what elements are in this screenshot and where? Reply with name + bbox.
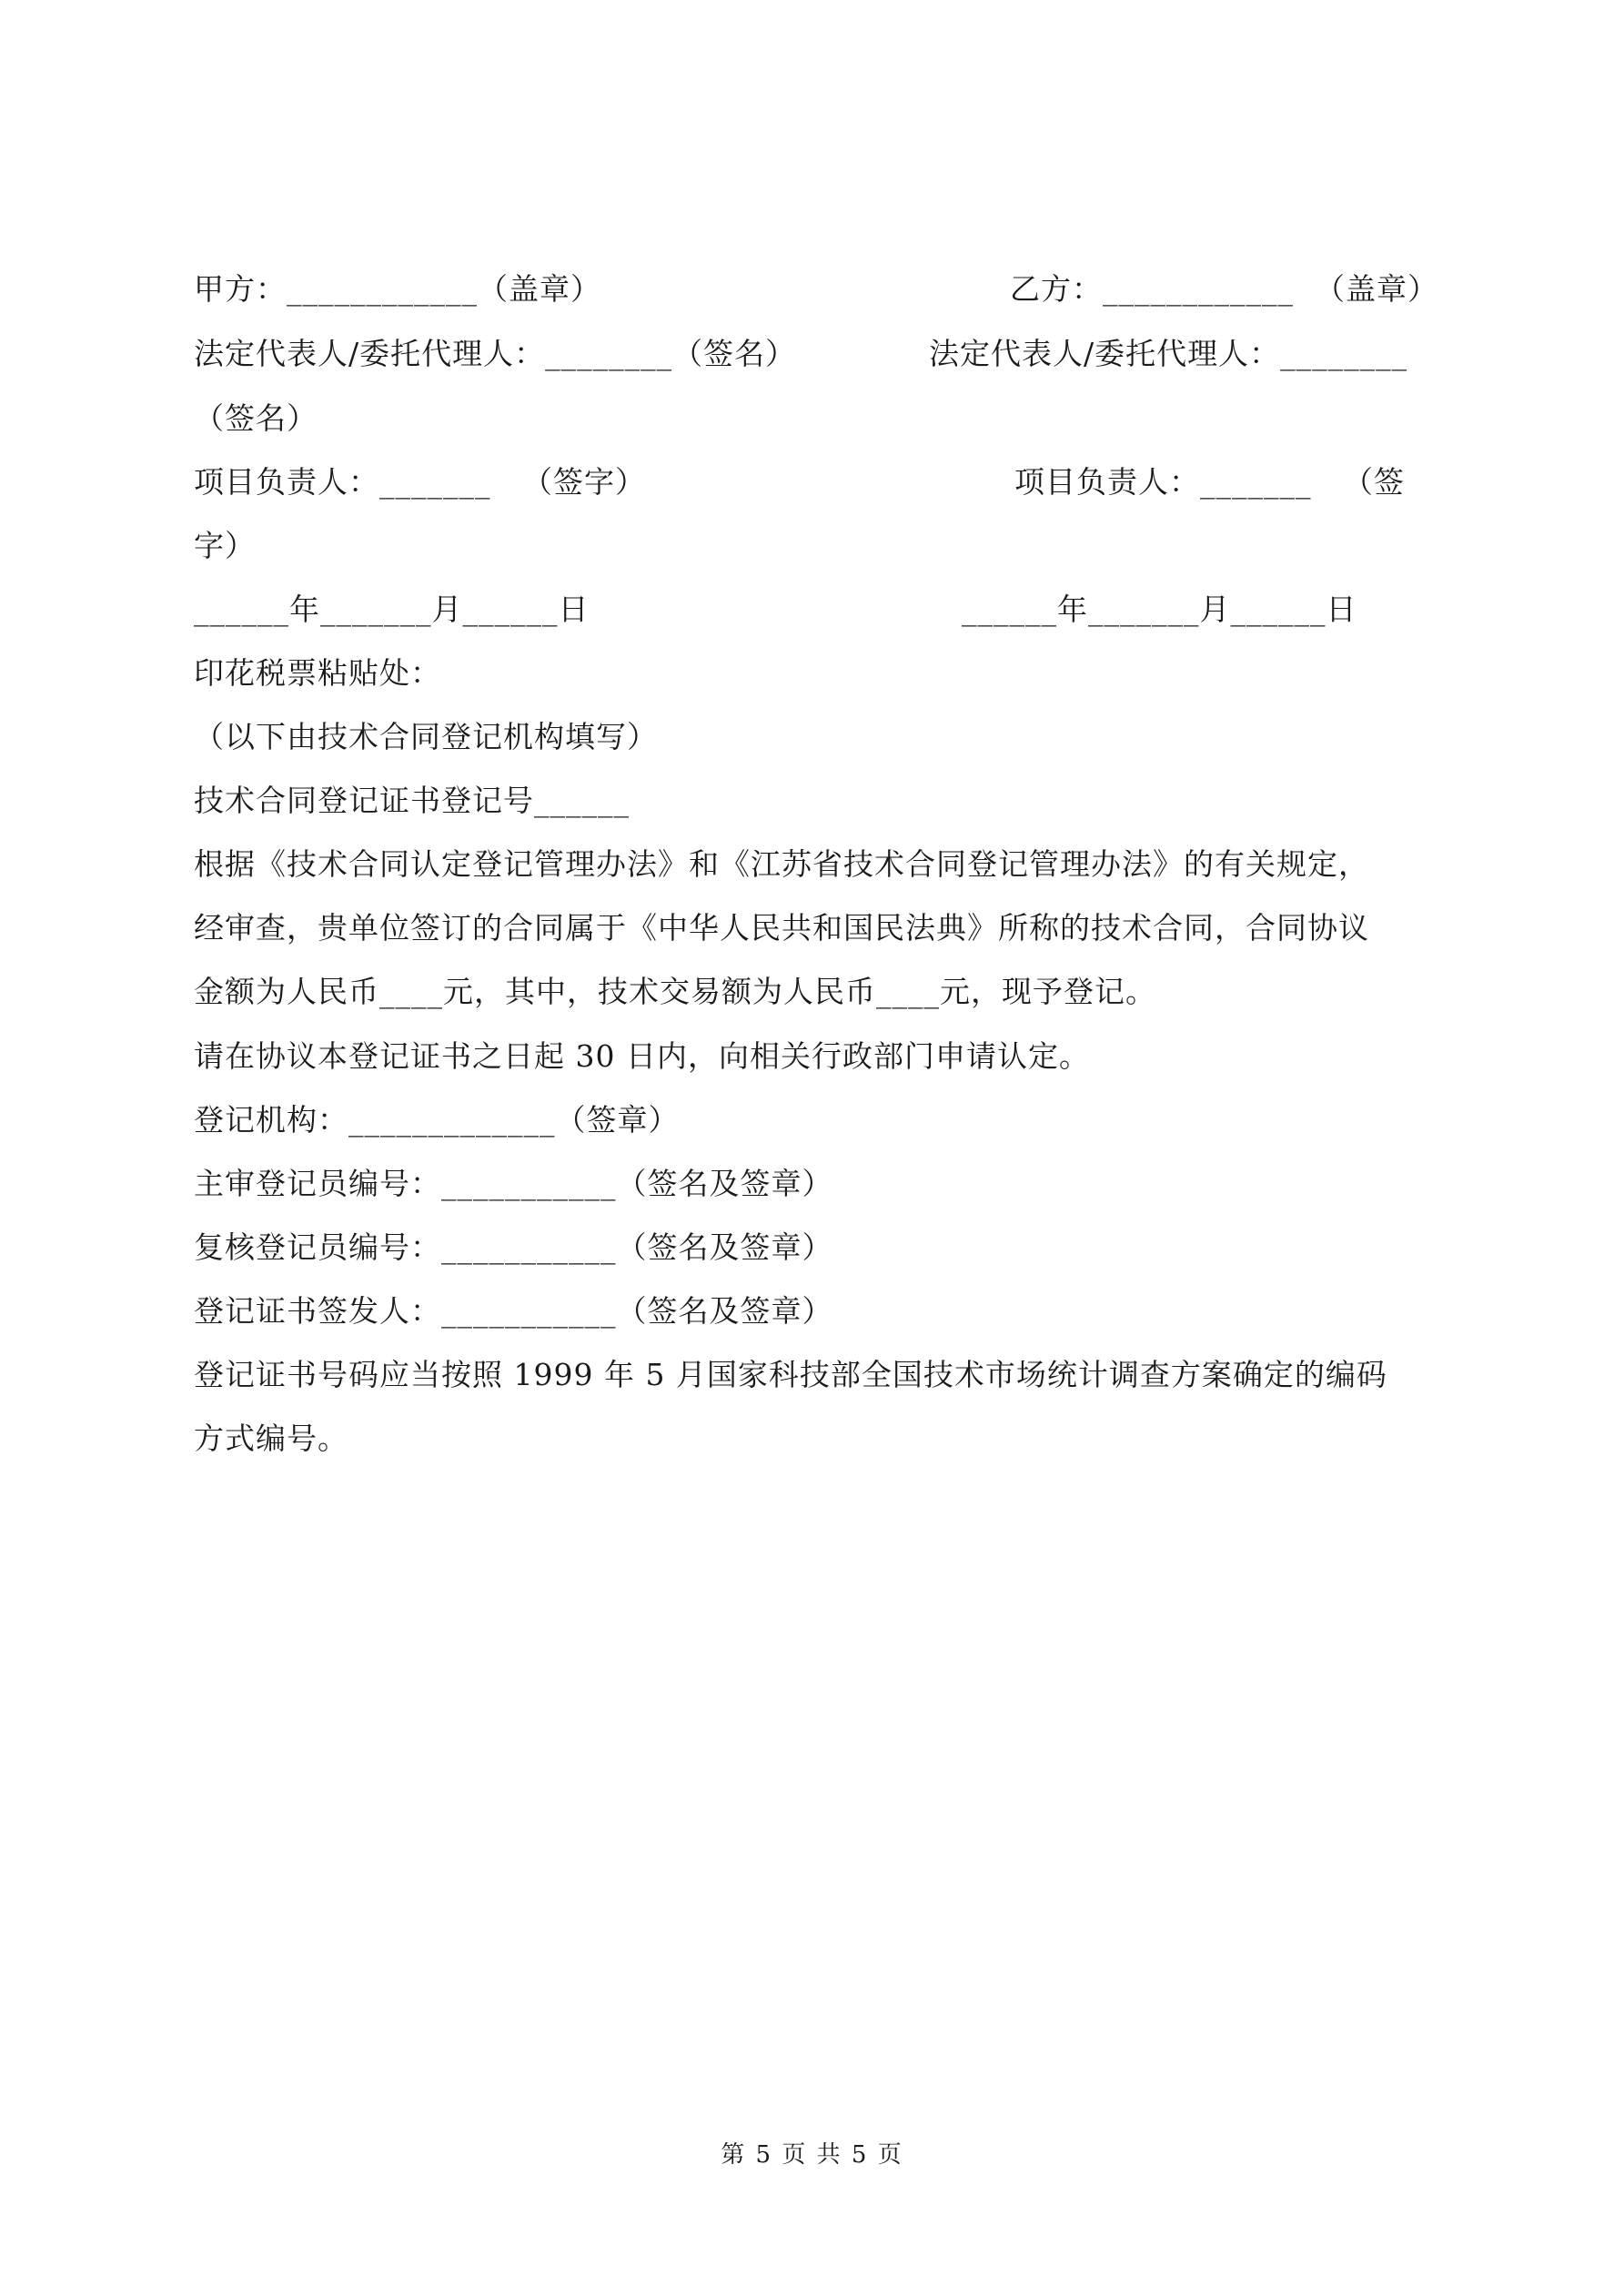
registration-paragraph-line-2: 经审查，贵单位签订的合同属于《中华人民共和国民法典》所称的技术合同，合同协议 (194, 910, 1369, 946)
date-b-line: ______年_______月______日 (962, 592, 1357, 627)
application-deadline-line: 请在协议本登记证书之日起 30 日内，向相关行政部门申请认定。 (194, 1038, 1090, 1074)
project-manager-b-continuation: 字） (194, 528, 256, 563)
page-number: 第 5 页 共 5 页 (721, 2141, 903, 2169)
date-a-line: ______年_______月______日 (194, 592, 590, 627)
representative-b-line: 法定代表人/委托代理人：________ (929, 336, 1408, 371)
registration-paragraph-line-1: 根据《技术合同认定登记管理办法》和《江苏省技术合同登记管理办法》的有关规定， (194, 846, 1369, 882)
registration-paragraph-line-3: 金额为人民币____元，其中，技术交易额为人民币____元，现予登记。 (194, 974, 1156, 1009)
project-manager-b-line: 项目负责人：_______ （签 (1014, 464, 1405, 500)
party-b-line: 乙方：____________ （盖章） (1010, 271, 1438, 307)
representative-a-line: 法定代表人/委托代理人：________（签名） (194, 336, 797, 371)
numbering-note-line-1: 登记证书号码应当按照 1999 年 5 月国家科技部全国技术市场统计调查方案确定的编码 (194, 1357, 1387, 1392)
project-manager-a-line: 项目负责人：_______ （签字） (194, 464, 646, 500)
filled-by-note: （以下由技术合同登记机构填写） (194, 719, 658, 754)
representative-b-continuation: （签名） (194, 400, 318, 436)
certificate-number-line: 技术合同登记证书登记号______ (194, 783, 630, 818)
numbering-note-line-2: 方式编号。 (194, 1421, 348, 1456)
certificate-issuer-line: 登记证书签发人：___________（签名及签章） (194, 1293, 833, 1329)
registration-agency-line: 登记机构：_____________（签章） (194, 1102, 680, 1138)
party-a-line: 甲方：____________（盖章） (194, 271, 601, 307)
chief-registrar-line: 主审登记员编号：___________（签名及签章） (194, 1166, 833, 1201)
stamp-area-label: 印花税票粘贴处： (194, 655, 441, 691)
review-registrar-line: 复核登记员编号：___________（签名及签章） (194, 1229, 833, 1265)
